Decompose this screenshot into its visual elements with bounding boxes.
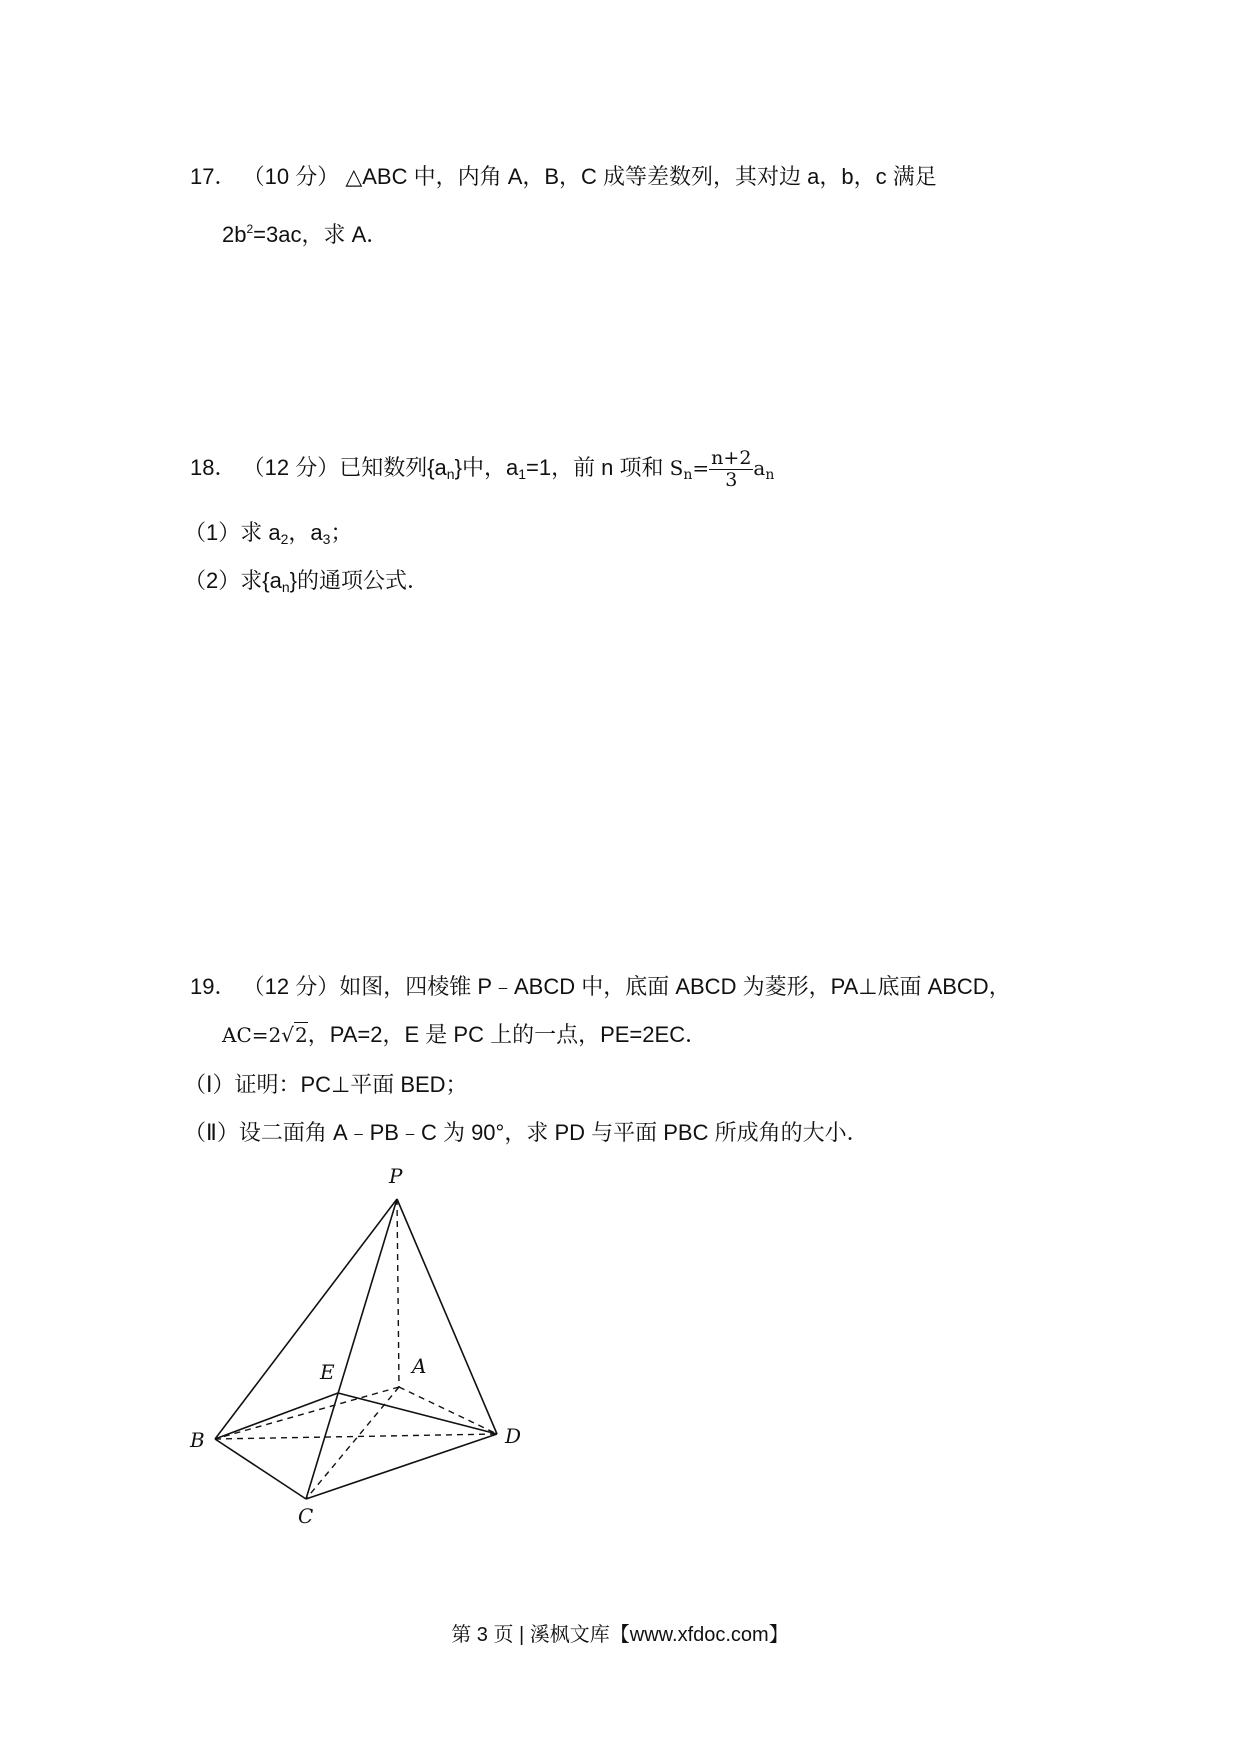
q18-part1-sub2: 2 (280, 531, 289, 547)
q19-part1-text: （Ⅰ）证明：PC⊥平面 BED； (184, 1072, 468, 1097)
sqrt-radicand: 2 (294, 1023, 308, 1047)
edge-BC (215, 1439, 306, 1499)
vertex-label-D: D (505, 1424, 522, 1448)
q17-expr-2b: 2b (222, 222, 247, 247)
vertex-label-A: A (412, 1354, 427, 1378)
q19-number: 19． (190, 974, 237, 999)
q17-expr-rest: =3ac，求 A． (253, 222, 389, 247)
q19-part2 (184, 1118, 869, 1148)
q18-score: （12 分） (242, 455, 340, 480)
q18-number: 18． (190, 455, 237, 480)
formula-a-sub: n (765, 467, 775, 483)
edge-AD-hidden (399, 1387, 497, 1434)
formula-S-sub: n (683, 467, 693, 483)
vertex-label-B: B (190, 1428, 205, 1452)
q18-part1-mid: ，a (288, 520, 323, 545)
fraction-numerator: n+2 (711, 447, 752, 469)
edge-PC (306, 1199, 397, 1499)
q17-number: 17． (190, 164, 237, 189)
q18-part2-end: }的通项公式． (289, 568, 429, 593)
q19-score: （12 分） (242, 974, 340, 999)
q18-line1 (190, 448, 774, 491)
q17-line1 (190, 162, 937, 192)
q18-part2-label: （2）求{a (184, 568, 282, 593)
q18-stem-mid: }中，a (454, 455, 519, 480)
edge-BE (215, 1393, 338, 1439)
vertex-label-E: E (320, 1360, 335, 1384)
q19-line1 (190, 972, 1011, 1002)
q19-line2-rest: ，PA=2，E 是 PC 上的一点，PE=2EC． (307, 1022, 708, 1047)
q17-stem: △ABC 中，内角 A，B，C 成等差数列，其对边 a，b，c 满足 (345, 164, 937, 189)
q18-part1-end: ； (330, 520, 353, 545)
edge-PA-hidden (397, 1199, 399, 1387)
q17-score: （10 分） (242, 164, 340, 189)
edge-ED (338, 1393, 497, 1434)
formula-equals: = (692, 456, 710, 480)
q17-exponent: 2 (246, 222, 254, 236)
edge-CD (306, 1434, 497, 1499)
q19-ac-expression (222, 1022, 308, 1047)
sqrt-sign: √ (281, 1023, 294, 1047)
q19-line2 (222, 1020, 707, 1050)
vertex-label-P: P (389, 1164, 403, 1188)
vertex-label-C: C (298, 1504, 314, 1528)
edge-AC-hidden (306, 1387, 399, 1499)
q18-part2-sub: n (281, 579, 290, 595)
q19-stem: 如图，四棱锥 P﹣ABCD 中，底面 ABCD 为菱形，PA⊥底面 ABCD， (339, 974, 1011, 999)
page-footer: 第 3 页 | 溪枫文库【www.xfdoc.com】 (451, 1624, 789, 1646)
q18-part2 (184, 566, 429, 602)
q19-part1 (184, 1070, 468, 1100)
formula-a: a (753, 456, 766, 480)
q19-part2-text: （Ⅱ）设二面角 A﹣PB﹣C 为 90°，求 PD 与平面 PBC 所成角的大小． (184, 1120, 869, 1145)
fraction-denominator: 3 (725, 469, 738, 491)
edge-AB-hidden (215, 1387, 399, 1439)
pyramid-figure (180, 1155, 540, 1528)
edge-PD (397, 1199, 497, 1434)
q17-line2 (222, 214, 388, 250)
formula-fraction (709, 448, 753, 491)
ac-label: AC=2 (222, 1023, 282, 1047)
q18-part1-label: （1）求 a (184, 520, 281, 545)
edge-PB (215, 1199, 397, 1439)
formula-S: S (669, 456, 684, 480)
q18-stem-pre: 已知数列{a (339, 455, 447, 480)
q18-sub-n: n (446, 466, 455, 482)
q18-part1 (184, 518, 352, 554)
q18-stem-post: =1，前 n 项和 (525, 455, 664, 480)
q18-formula (669, 447, 775, 491)
q18-part1-sub3: 3 (322, 531, 331, 547)
q18-sub-1: 1 (518, 466, 526, 482)
